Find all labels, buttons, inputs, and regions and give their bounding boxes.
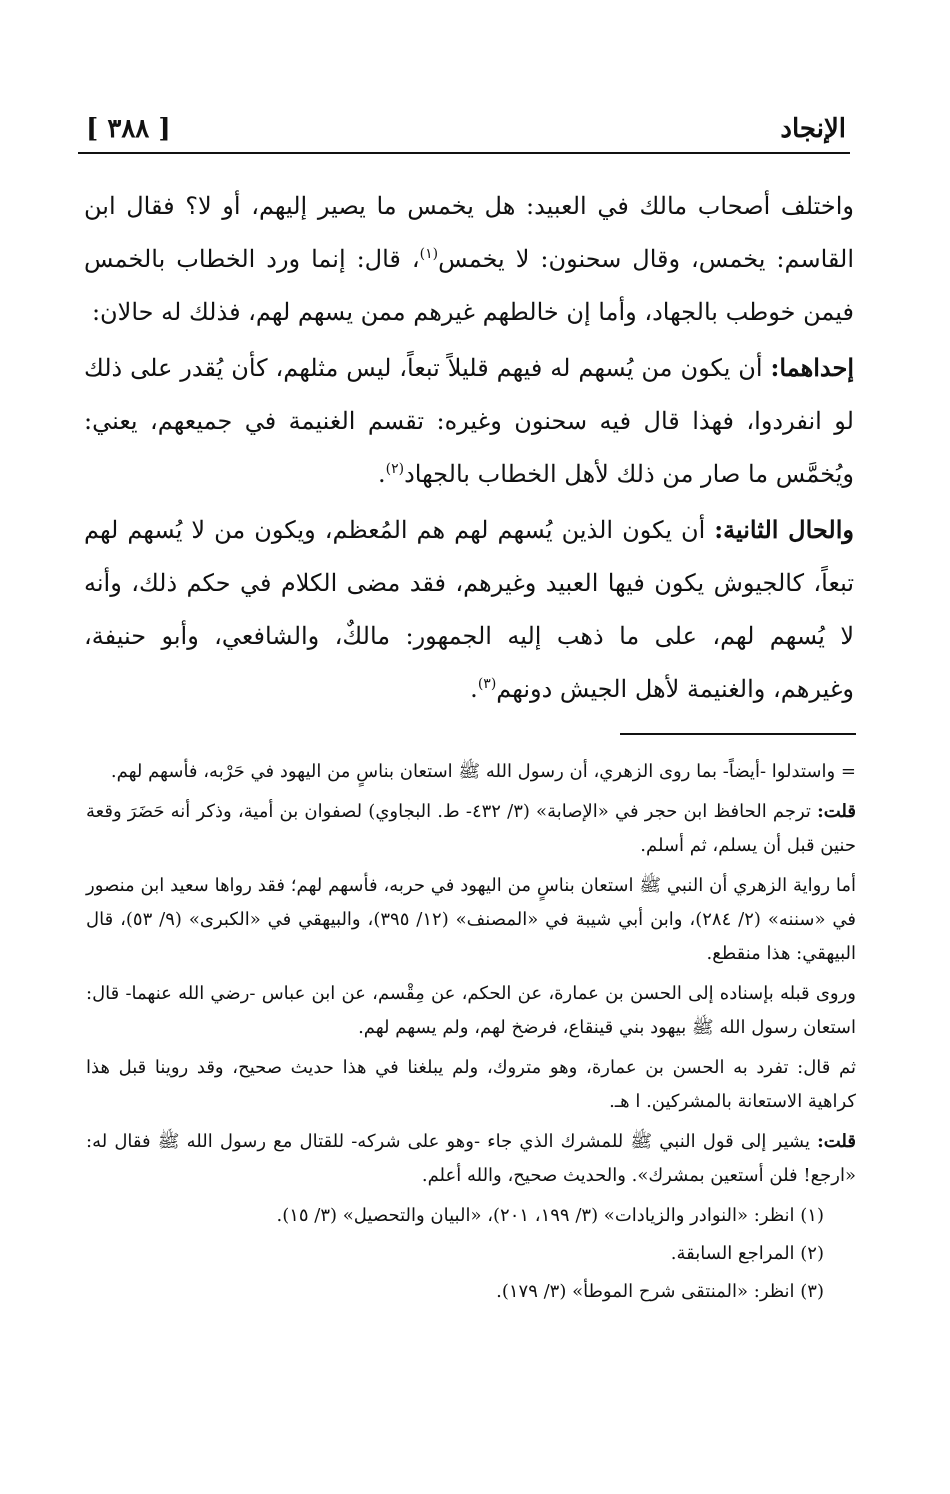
paragraph-3-text: أن يكون الذين يُسهم لهم هم المُعظم، ويكون من لا يُسهم لهم تبعاً، كالجيوش يكون فيها العبيد وغيرهم، فقد مضى الكلام في حكم ذلك، وأنه لا يُسهم لهم، على ما ذهب إليه الجمهور: مالكٌ، والشافعي، وأبو حنيفة، وغيرهم، والغنيمة لأهل الجيش دونهم bbox=[84, 516, 855, 703]
paragraph-2-text: أن يكون من يُسهم له فيهم قليلاً تبعاً، ليس مثلهم، كأن يُقدر على ذلك لو انفردوا، فهذا قال فيه سحنون وغيره: تقسم الغنيمة في جميعهم، يعني: ويُخمَّس ما صار من ذلك لأهل الخطاب بالجهاد bbox=[84, 354, 854, 488]
paragraph-2 bbox=[84, 341, 854, 501]
note-zuhri: أما رواية الزهري أن النبي ﷺ استعان بناسٍ من اليهود في حربه، فأسهم لهم؛ فقد رواها سعيد ابن منصور في «سننه» (٢/ ٢٨٤)، وابن أبي شيبة في «المصنف» (١٢/ ٣٩٥)، والبيهقي في «الكبرى» (٩/ ٥٣)، قال البيهقي: هذا منقطع. bbox=[86, 875, 856, 964]
page-number: [ ٣٨٨ ] bbox=[86, 114, 171, 144]
paragraph-3 bbox=[84, 503, 854, 716]
paragraph-2-end: . bbox=[378, 460, 386, 488]
paragraph-3-end: . bbox=[470, 675, 478, 703]
paragraph-2-lead: إحداهما: bbox=[770, 353, 854, 382]
note-qult-1-lead: قلت: bbox=[817, 801, 856, 822]
running-header bbox=[78, 112, 850, 154]
footnote-1: (١) انظر: «النوادر والزيادات» (٣/ ١٩٩، ٢٠١)، «البيان والتحصيل» (٣/ ١٥). bbox=[276, 1205, 824, 1226]
footnote-ref-2[interactable]: (٢) bbox=[385, 461, 405, 477]
note-tafarrud: ثم قال: تفرد به الحسن بن عمارة، وهو متروك، ولم يبلغنا في هذا حديث صحيح، وقد روينا قبل هذا كراهية الاستعانة بالمشركين. ا هـ. bbox=[86, 1057, 856, 1112]
note-bayhaqi: وروى قبله بإسناده إلى الحسن بن عمارة، عن الحكم، عن مِقْسم، عن ابن عباس -رضي الله عنهما- قال: استعان رسول الله ﷺ بيهود بني قينقاع، فرضخ لهم، ولم يسهم لهم. bbox=[86, 983, 856, 1038]
footnote-ref-1[interactable]: (١) bbox=[419, 246, 439, 262]
footnote-ref-3[interactable]: (٣) bbox=[477, 676, 497, 692]
note-qult-2 bbox=[86, 1125, 856, 1193]
footnote-3: (٣) انظر: «المنتقى شرح الموطأ» (٣/ ١٧٩). bbox=[496, 1281, 824, 1302]
note-continuation: = واستدلوا -أيضاً- بما روى الزهري، أن رسول الله ﷺ استعان بناسٍ من اليهود في حَرْبه، فأسهم لهم. bbox=[110, 761, 856, 782]
footnotes bbox=[86, 755, 856, 1313]
note-qult-1-text: ترجم الحافظ ابن حجر في «الإصابة» (٣/ ٤٣٢- ط. البجاوي) لصفوان بن أمية، وذكر أنه حَضَرَ وقعة حنين قبل أن يسلم، ثم أسلم. bbox=[86, 801, 856, 856]
note-qult-2-text: يشير إلى قول النبي ﷺ للمشرك الذي جاء -وهو على شركه- للقتال مع رسول الله ﷺ فقال له: «ارجع! فلن أستعين بمشرك». والحديث صحيح، والله أعلم. bbox=[86, 1131, 856, 1186]
header-title: الإنجاد bbox=[780, 114, 846, 144]
paragraph-1-rest: ، قال: إنما ورد الخطاب بالخمس فيمن خوطب بالجهاد، وأما إن خالطهم غيرهم ممن يسهم لهم، فذلك له حالان: bbox=[84, 245, 854, 326]
paragraph-3-lead: والحال الثانية: bbox=[714, 515, 854, 544]
footnote-divider bbox=[620, 733, 856, 735]
note-qult-1 bbox=[86, 795, 856, 863]
note-qult-2-lead: قلت: bbox=[817, 1131, 856, 1152]
paragraph-1 bbox=[84, 180, 854, 339]
paragraph-1-text: واختلف أصحاب مالك في العبيد: هل يخمس ما يصير إليهم، أو لا؟ فقال ابن القاسم: يخمس، وقال سحنون: لا يخمس bbox=[84, 192, 855, 273]
footnote-2: (٢) المراجع السابقة. bbox=[670, 1243, 824, 1264]
main-text bbox=[84, 180, 854, 716]
